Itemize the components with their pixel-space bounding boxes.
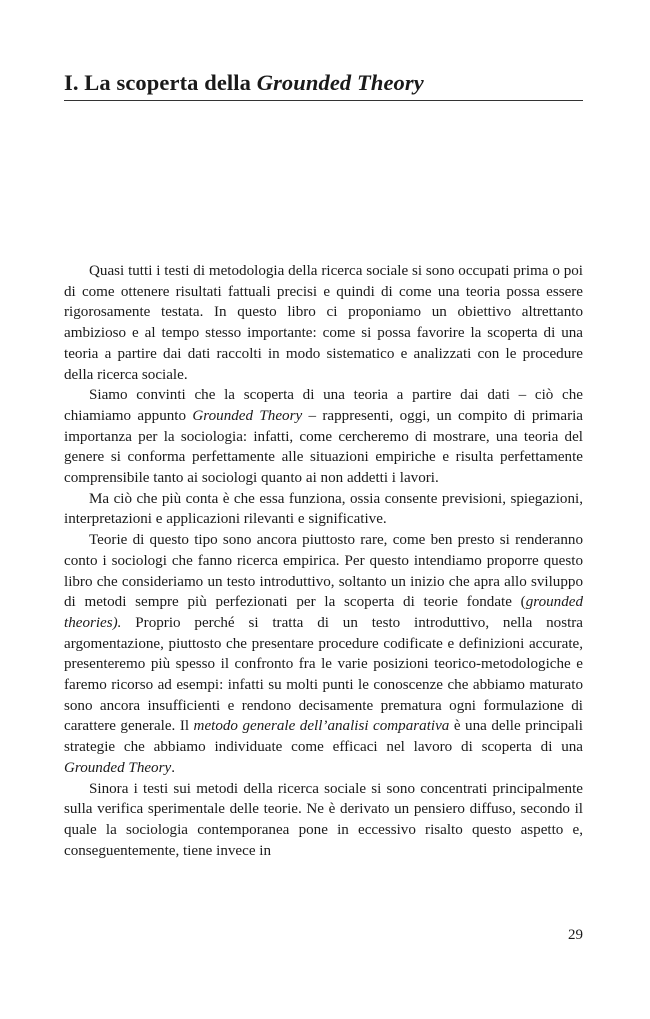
chapter-title-prefix: I. La scoperta della [64,70,257,95]
chapter-header [64,70,583,101]
italic-term: Grounded Theory [64,759,172,776]
paragraph-4 [64,530,583,778]
paragraph-text: Ma ciò che più conta è che essa funziona, ossia consente previsioni, spiegazioni, interpretazioni e applicazioni rilevanti e significative. [64,490,583,528]
paragraph-1 [64,261,583,385]
chapter-title [64,70,583,96]
paragraph-text: Siamo convinti che la scoperta di una teoria a partire dai dati – ciò che chiamiamo appunto [64,387,583,424]
chapter-title-emphasis: Grounded Theory [256,70,424,95]
paragraph-text: Teorie di questo tipo sono ancora piuttosto rare, come ben presto si renderanno conto i sociologi che fanno ricerca empirica. Per questo intendiamo proporre questo libro che consideriamo un testo introduttivo, soltanto un inizio che apra allo sviluppo di metodi sempre più perfezionati per la scoperta di teorie fondate ( [64,532,583,611]
paragraph-3 [64,489,583,530]
paragraph-text: . [171,759,175,776]
body-text [64,261,583,861]
italic-term: Grounded Theory [192,407,303,424]
paragraph-text: Quasi tutti i testi di metodologia della ricerca sociale si sono occupati prima o poi di come ottenere risultati fattuali precisi e quindi di come una teoria possa essere rigorosamente testata. In questo libro ci proponiamo un obiettivo altrettanto ambizioso e al tempo stesso importante: come si possa favorire la scoperta di una teoria a partire dai dati raccolti in modo sistematico e analizzati con le procedure della ricerca sociale. [64,263,583,383]
paragraph-text: Sinora i testi sui metodi della ricerca sociale si sono concentrati principalmente sulla verifica sperimentale delle teorie. Ne è derivato un pensiero diffuso, secondo il quale la sociologia contemporanea pone in eccessivo risalto questo aspetto e, conseguentemente, tiene invece in [64,780,583,859]
paragraph-text: – rappresenti, oggi, un compito di primaria importanza per la sociologia: infatti, come cercheremo di mostrare, una teoria del genere si conforma perfettamente alle situazioni empiriche e risulta perfettamente comprensibile tanto ai sociologi quanto ai non addetti i lavori. [64,407,584,487]
paragraph-text: Proprio perché si tratta di un testo introduttivo, nella nostra argomentazione, piuttosto che presentare procedure codificate e definizioni accurate, presenteremo più spesso il confronto fra le varie posizioni teorico-metodologiche e faremo ricorso ad esempi: infatti su molti punti le conoscenze che abbiamo maturato sono ancora insufficienti e rendono decisamente prematura ogni formulazione di carattere generale. Il [64,614,583,735]
paragraph-text: è una delle principali strategie che abbiamo individuate come efficaci nel lavoro di scoperta di una [64,718,584,756]
paragraph-2 [64,385,583,489]
italic-term: metodo generale dell’analisi comparativa [193,718,450,735]
italic-term: grounded theories). [64,594,583,631]
paragraph-5 [64,779,583,862]
page-number: 29 [568,927,583,943]
